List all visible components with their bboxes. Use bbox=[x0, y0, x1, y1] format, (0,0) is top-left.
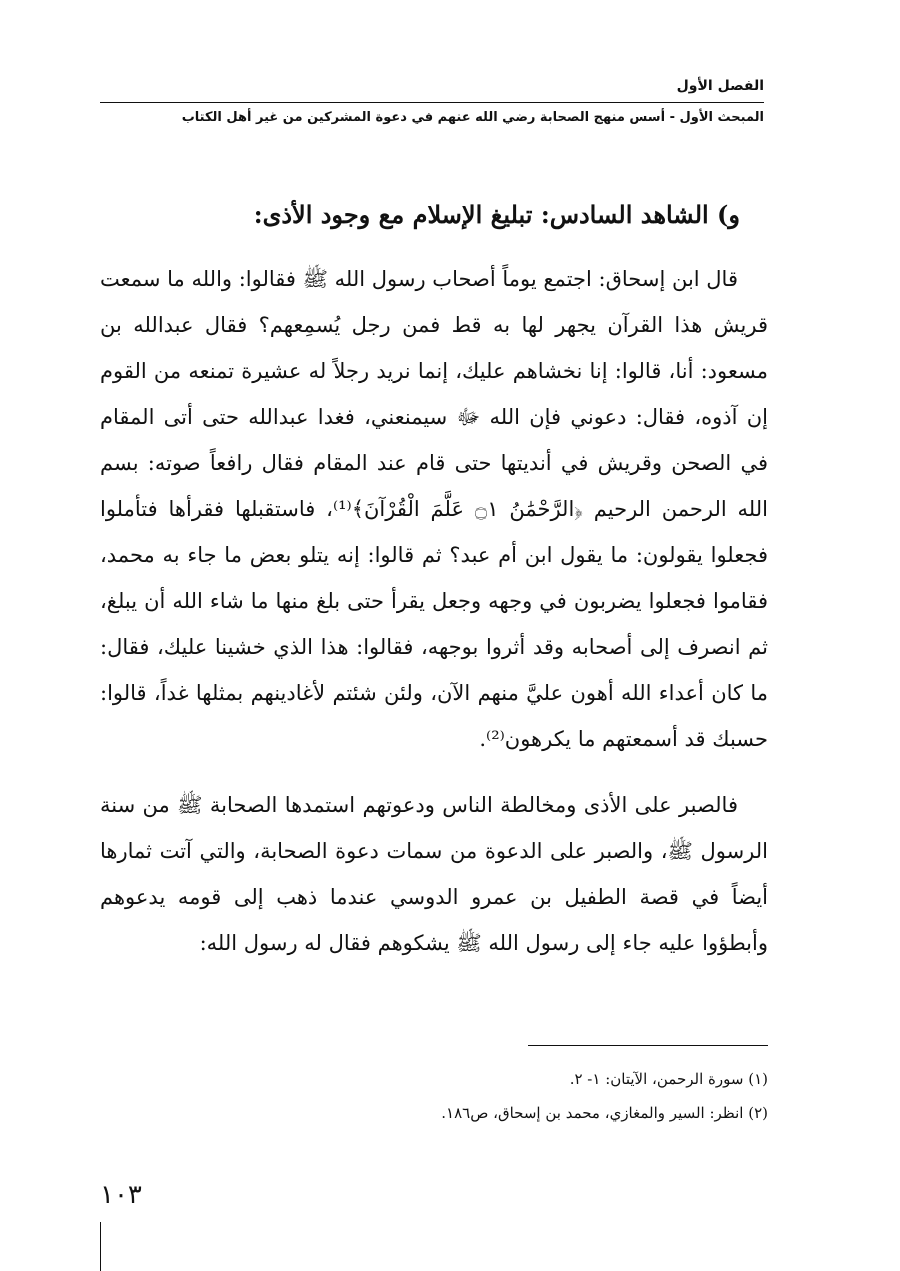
header-divider bbox=[100, 102, 764, 103]
footnote-2: (٢) انظر: السير والمغازي، محمد بن إسحاق، ص١٨٦. bbox=[441, 1104, 768, 1122]
paragraph-2: فالصبر على الأذى ومخالطة الناس ودعوتهم استمدها الصحابة ﷺ من سنة الرسول ﷺ، والصبر على الدعوة من سمات دعوة الصحابة، والتي آتت ثمارها أيضاً في قصة الطفيل بن عمرو الدوسي عندما ذهب إلى قومه يدعوهم وأبطؤوا عليه جاء إلى رسول الله ﷺ يشكوهم فقال له رسول الله: bbox=[100, 793, 768, 955]
section-heading: و) الشاهد السادس: تبليغ الإسلام مع وجود الأذى: bbox=[253, 200, 740, 229]
margin-line bbox=[100, 1222, 101, 1271]
footnotes bbox=[100, 1062, 768, 1130]
footnote-divider bbox=[528, 1045, 768, 1046]
footnote-1: (١) سورة الرحمن، الآيتان: ١- ٢. bbox=[569, 1070, 768, 1088]
page-body bbox=[100, 190, 768, 986]
page-number: ١٠٣ bbox=[100, 1180, 142, 1210]
chapter-title: الفصل الأول bbox=[676, 78, 764, 94]
running-header bbox=[100, 70, 764, 130]
section-title: المبحث الأول - أسس منهج الصحابة رضي الله عنهم في دعوة المشركين من غير أهل الكتاب bbox=[181, 110, 764, 125]
paragraph-1: قال ابن إسحاق: اجتمع يوماً أصحاب رسول الله ﷺ فقالوا: والله ما سمعت قريش هذا القرآن يجهر لها به قط فمن رجل يُسمِعهم؟ فقال عبدالله بن مسعود: أنا، قالوا: إنا نخشاهم عليك، إنما نريد رجلاً له عشيرة تمنعه من القوم إن آذوه، فقال: دعوني فإن الله ﷻ سيمنعني، فغدا عبدالله حتى أتى المقام في الصحن وقريش في أنديتها حتى قام عند المقام فقال رافعاً صوته: بسم الله الرحمن الرحيم ﴿الرَّحْمَٰنُ ۝١ عَلَّمَ الْقُرْآنَ﴾⁽¹⁾، فاستقبلها فقرأها فتأملوا فجعلوا يقولون: ما يقول ابن أم عبد؟ ثم قالوا: إنه يتلو بعض ما جاء به محمد، فقاموا فجعلوا يضربون في وجهه وجعل يقرأ حتى بلغ منها ما شاء الله أن يبلغ، ثم انصرف إلى أصحابه وقد أثروا بوجهه، فقالوا: هذا الذي خشينا عليك، فقال: ما كان أعداء الله أهون عليَّ منهم الآن، ولئن شئتم لأغادينهم بمثلها غداً، قالوا: حسبك قد أسمعتهم ما يكرهون⁽²⁾. bbox=[99, 267, 768, 751]
